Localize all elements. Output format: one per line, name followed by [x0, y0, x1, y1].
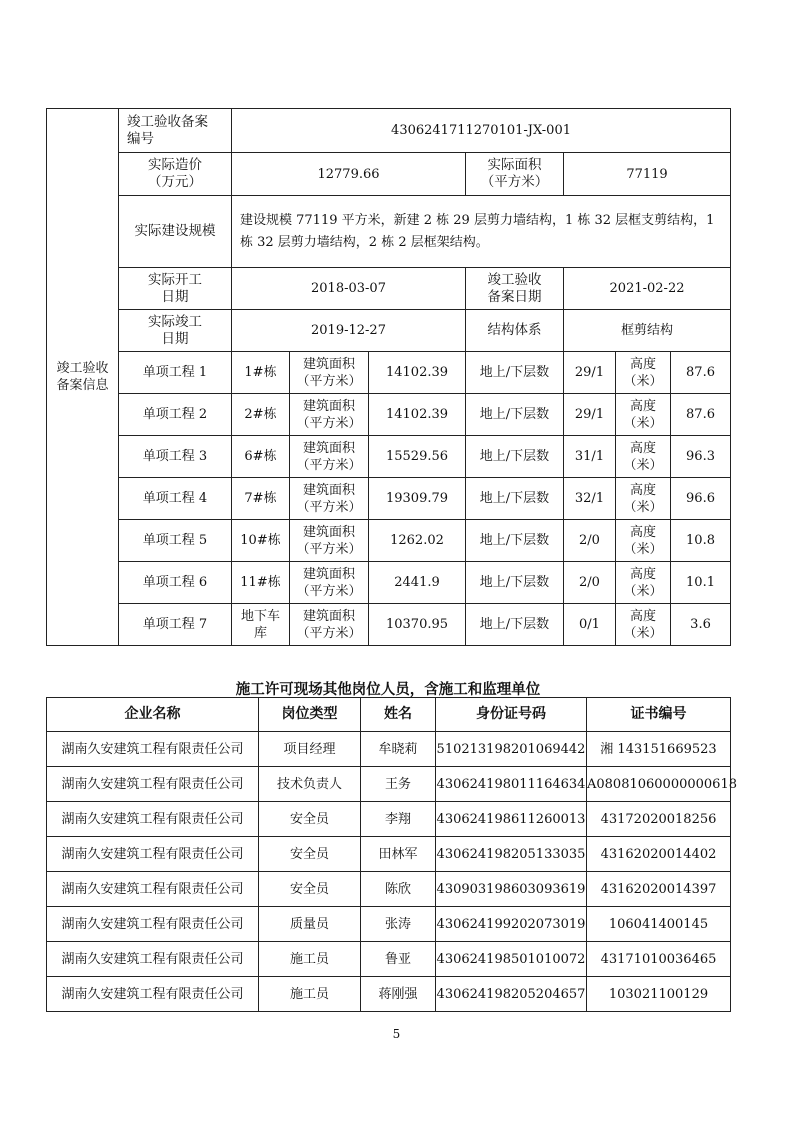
staff-company: 湖南久安建筑工程有限责任公司: [47, 977, 259, 1012]
staff-name: 牟晓莉: [361, 732, 436, 767]
staff-name: 鲁亚: [361, 942, 436, 977]
section-label-completion-filing: 竣工验收 备案信息: [47, 109, 119, 646]
floor-area-label: 建筑面积 （平方米）: [290, 352, 369, 394]
structure-system-value: 框剪结构: [564, 310, 731, 352]
staff-company: 湖南久安建筑工程有限责任公司: [47, 942, 259, 977]
floor-area-label: 建筑面积 （平方米）: [290, 562, 369, 604]
sub-project-row: [47, 520, 731, 562]
sub-project-height: 10.8: [671, 520, 731, 562]
floor-area-label: 建筑面积 （平方米）: [290, 604, 369, 646]
sub-project-building: 6#栋: [232, 436, 290, 478]
sub-project-area: 14102.39: [369, 394, 466, 436]
sub-project-area: 2441.9: [369, 562, 466, 604]
staff-row: [47, 977, 731, 1012]
sub-project-floors: 0/1: [564, 604, 616, 646]
finish-date-label: 实际竣工 日期: [119, 310, 232, 352]
staff-position: 技术负责人: [259, 767, 361, 802]
floors-label: 地上/下层数: [466, 562, 564, 604]
page-number: 5: [392, 1027, 401, 1041]
staff-company: 湖南久安建筑工程有限责任公司: [47, 872, 259, 907]
actual-area-value: 77119: [564, 153, 731, 196]
staff-position: 安全员: [259, 802, 361, 837]
filing-date-label: 竣工验收 备案日期: [466, 268, 564, 310]
sub-project-height: 96.6: [671, 478, 731, 520]
header-id-number: 身份证号码: [436, 698, 587, 732]
sub-project-height: 87.6: [671, 352, 731, 394]
sub-project-area: 14102.39: [369, 352, 466, 394]
sub-project-name: 单项工程 2: [119, 394, 232, 436]
sub-project-row: [47, 352, 731, 394]
sub-project-building: 地下车 库: [232, 604, 290, 646]
staff-id-number: 510213198201069442: [436, 732, 587, 767]
staff-name: 王务: [361, 767, 436, 802]
staff-position: 项目经理: [259, 732, 361, 767]
floor-area-label: 建筑面积 （平方米）: [290, 478, 369, 520]
floor-area-label: 建筑面积 （平方米）: [290, 394, 369, 436]
sub-project-row: [47, 562, 731, 604]
staff-position: 安全员: [259, 872, 361, 907]
sub-project-name: 单项工程 4: [119, 478, 232, 520]
staff-certificate: 43172020018256: [587, 802, 731, 837]
staff-row: [47, 732, 731, 767]
staff-name: 蒋刚强: [361, 977, 436, 1012]
sub-project-height: 10.1: [671, 562, 731, 604]
staff-company: 湖南久安建筑工程有限责任公司: [47, 732, 259, 767]
staff-name: 张涛: [361, 907, 436, 942]
staff-certificate: 43162020014397: [587, 872, 731, 907]
sub-project-floors: 31/1: [564, 436, 616, 478]
floors-label: 地上/下层数: [466, 394, 564, 436]
construction-scale-value: 建设规模 77119 平方米，新建 2 栋 29 层剪力墙结构，1 栋 32 层框支剪结构，1 栋 32 层剪力墙结构，2 栋 2 层框架结构。: [232, 196, 731, 268]
sub-project-name: 单项工程 6: [119, 562, 232, 604]
start-date-value: 2018-03-07: [232, 268, 466, 310]
staff-row: [47, 942, 731, 977]
completion-record-table: [46, 108, 731, 646]
staff-row: [47, 872, 731, 907]
header-company: 企业名称: [47, 698, 259, 732]
sub-project-name: 单项工程 3: [119, 436, 232, 478]
staff-certificate: 湘 143151669523: [587, 732, 731, 767]
sub-project-floors: 2/0: [564, 520, 616, 562]
floor-area-label: 建筑面积 （平方米）: [290, 436, 369, 478]
staff-position: 质量员: [259, 907, 361, 942]
staff-company: 湖南久安建筑工程有限责任公司: [47, 767, 259, 802]
actual-cost-value: 12779.66: [232, 153, 466, 196]
sub-project-floors: 32/1: [564, 478, 616, 520]
staff-name: 田林军: [361, 837, 436, 872]
height-label: 高度 （米）: [616, 394, 671, 436]
height-label: 高度 （米）: [616, 604, 671, 646]
staff-name: 李翔: [361, 802, 436, 837]
staff-id-number: 430624198611260013: [436, 802, 587, 837]
structure-system-label: 结构体系: [466, 310, 564, 352]
staff-company: 湖南久安建筑工程有限责任公司: [47, 907, 259, 942]
header-name: 姓名: [361, 698, 436, 732]
sub-project-height: 96.3: [671, 436, 731, 478]
header-position: 岗位类型: [259, 698, 361, 732]
staff-id-number: 430624198205133035: [436, 837, 587, 872]
floors-label: 地上/下层数: [466, 352, 564, 394]
floor-area-label: 建筑面积 （平方米）: [290, 520, 369, 562]
staff-id-number: 430624198205204657: [436, 977, 587, 1012]
staff-name: 陈欣: [361, 872, 436, 907]
sub-project-name: 单项工程 7: [119, 604, 232, 646]
staff-company: 湖南久安建筑工程有限责任公司: [47, 837, 259, 872]
staff-position: 安全员: [259, 837, 361, 872]
sub-project-building: 2#栋: [232, 394, 290, 436]
actual-cost-label: 实际造价 （万元）: [119, 153, 232, 196]
height-label: 高度 （米）: [616, 352, 671, 394]
staff-id-number: 430624199202073019: [436, 907, 587, 942]
staff-id-number: 430624198011164634: [436, 767, 587, 802]
floors-label: 地上/下层数: [466, 520, 564, 562]
sub-project-floors: 29/1: [564, 394, 616, 436]
actual-area-label: 实际面积 （平方米）: [466, 153, 564, 196]
filing-number-value: 4306241711270101-JX-001: [232, 109, 731, 153]
sub-project-area: 1262.02: [369, 520, 466, 562]
filing-date-value: 2021-02-22: [564, 268, 731, 310]
sub-project-height: 3.6: [671, 604, 731, 646]
sub-project-name: 单项工程 5: [119, 520, 232, 562]
sub-project-area: 10370.95: [369, 604, 466, 646]
floors-label: 地上/下层数: [466, 436, 564, 478]
height-label: 高度 （米）: [616, 436, 671, 478]
sub-project-row: [47, 436, 731, 478]
sub-project-row: [47, 604, 731, 646]
sub-project-floors: 2/0: [564, 562, 616, 604]
sub-project-row: [47, 478, 731, 520]
staff-certificate: 43162020014402: [587, 837, 731, 872]
staff-certificate: 103021100129: [587, 977, 731, 1012]
staff-position: 施工员: [259, 977, 361, 1012]
sub-project-area: 15529.56: [369, 436, 466, 478]
sub-project-height: 87.6: [671, 394, 731, 436]
staff-id-number: 430624198501010072: [436, 942, 587, 977]
staff-row: [47, 837, 731, 872]
sub-project-building: 1#栋: [232, 352, 290, 394]
height-label: 高度 （米）: [616, 478, 671, 520]
finish-date-value: 2019-12-27: [232, 310, 466, 352]
staff-certificate: 106041400145: [587, 907, 731, 942]
staff-section-title: 施工许可现场其他岗位人员，含施工和监理单位: [235, 682, 541, 698]
construction-scale-label: 实际建设规模: [119, 196, 232, 268]
sub-project-building: 11#栋: [232, 562, 290, 604]
sub-project-area: 19309.79: [369, 478, 466, 520]
height-label: 高度 （米）: [616, 520, 671, 562]
sub-project-name: 单项工程 1: [119, 352, 232, 394]
staff-id-number: 430903198603093619: [436, 872, 587, 907]
floors-label: 地上/下层数: [466, 604, 564, 646]
staff-position: 施工员: [259, 942, 361, 977]
sub-project-row: [47, 394, 731, 436]
staff-company: 湖南久安建筑工程有限责任公司: [47, 802, 259, 837]
start-date-label: 实际开工 日期: [119, 268, 232, 310]
filing-number-label: 竣工验收备案 编号: [119, 109, 232, 153]
staff-row: [47, 802, 731, 837]
sub-project-building: 7#栋: [232, 478, 290, 520]
staff-certificate: A08081060000000618: [587, 767, 731, 802]
header-certificate: 证书编号: [587, 698, 731, 732]
height-label: 高度 （米）: [616, 562, 671, 604]
staff-table: [46, 697, 737, 1012]
staff-row: [47, 767, 731, 802]
sub-project-floors: 29/1: [564, 352, 616, 394]
staff-row: [47, 907, 731, 942]
staff-certificate: 43171010036465: [587, 942, 731, 977]
sub-project-building: 10#栋: [232, 520, 290, 562]
staff-header-row: [47, 698, 731, 732]
floors-label: 地上/下层数: [466, 478, 564, 520]
